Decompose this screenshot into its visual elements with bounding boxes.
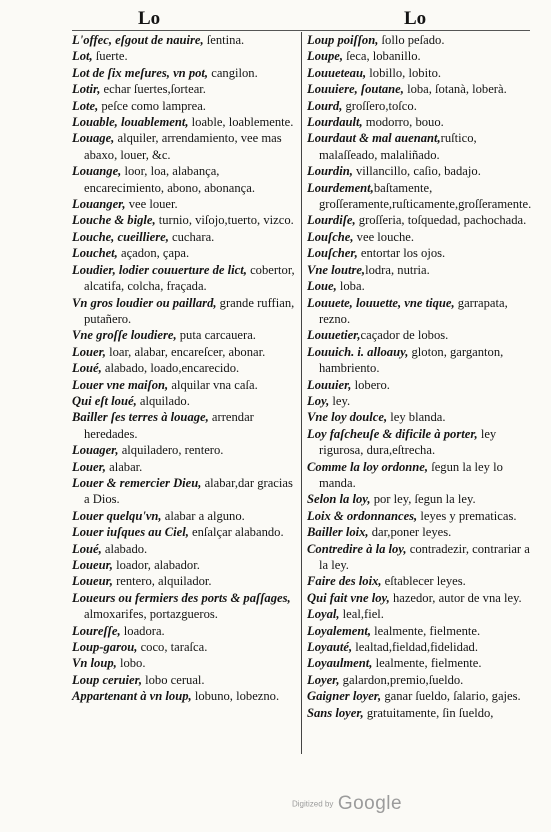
running-head-left: Lo	[138, 8, 161, 29]
entry-headword: Vn loup,	[72, 656, 117, 671]
entry-definition: loba, ſotanà, loberà.	[403, 82, 507, 97]
entry-definition: loar, alabar, encareſcer, abonar.	[105, 344, 266, 359]
entry-definition: turnio, viſojo,tuerto, vizco.	[155, 213, 294, 228]
watermark-prefix: Digitized by	[292, 799, 334, 809]
dictionary-entry	[307, 278, 532, 294]
entry-definition: ley blanda.	[387, 410, 446, 425]
entry-definition: alabado.	[101, 541, 148, 556]
entry-headword: Lourdaut & mal auenant,	[307, 131, 441, 146]
entry-definition: lealmente, fielmente.	[372, 656, 482, 671]
entry-definition: leal,fiel.	[339, 607, 384, 622]
entry-headword: Louuete, louuette, vne tique,	[307, 295, 455, 310]
entry-headword: Loueur,	[72, 574, 113, 589]
dictionary-entry	[72, 623, 297, 639]
dictionary-entry	[72, 196, 297, 212]
header-rule	[72, 30, 530, 31]
entry-headword: Loyaulment,	[307, 656, 373, 671]
entry-definition: ſollo peſado.	[378, 33, 445, 47]
entry-headword: L'offec, eſgout de nauire,	[72, 33, 204, 47]
entry-headword: Louuiere, ſoutane,	[307, 82, 404, 97]
dictionary-entry	[307, 212, 532, 228]
entry-definition: rentero, alquilador.	[112, 574, 212, 589]
dictionary-entry	[72, 327, 297, 343]
entry-definition: garrapata, rezno.	[319, 295, 508, 326]
entry-definition: lealtad,fieldad,fidelidad.	[352, 640, 479, 655]
dictionary-entry	[72, 245, 297, 261]
dictionary-entry	[72, 360, 297, 376]
entry-definition: dar,poner leyes.	[368, 525, 452, 540]
entry-headword: Louſche,	[307, 229, 354, 244]
entry-definition: gloton, garganton, hambriento.	[319, 344, 504, 376]
entry-headword: Lotir,	[72, 82, 101, 97]
entry-headword: Vn gros loudier ou paillard,	[72, 295, 217, 310]
entry-definition: alabado, loado,encarecido.	[101, 361, 240, 376]
entry-definition: galardon,premio,ſueldo.	[339, 672, 464, 687]
entry-headword: Loudier, lodier couuerture de lict,	[72, 262, 247, 277]
dictionary-entry	[72, 541, 297, 557]
dictionary-entry	[307, 541, 532, 574]
dictionary-entry	[307, 655, 532, 671]
dictionary-entry	[307, 81, 532, 97]
entry-definition: alabar.	[105, 459, 143, 474]
entry-definition: lobo cerual.	[141, 672, 205, 687]
entry-definition: loadora.	[120, 623, 165, 638]
dictionary-entry	[307, 491, 532, 507]
entry-headword: Louer,	[72, 344, 106, 359]
entry-headword: Vne loy doulce,	[307, 410, 388, 425]
entry-headword: Qui eſt loué,	[72, 393, 137, 408]
entry-definition: hazedor, autor de vna ley.	[389, 590, 522, 605]
entry-definition: arrendar heredades.	[84, 410, 254, 441]
entry-definition: lobo.	[116, 656, 146, 671]
entry-headword: Louche & bigle,	[72, 213, 156, 228]
entry-headword: Appartenant à vn loup,	[72, 689, 192, 704]
entry-headword: Loup-garou,	[72, 640, 138, 655]
entry-headword: Louager,	[72, 443, 119, 458]
entry-headword: Lourdin,	[307, 164, 353, 179]
entry-definition: cobertor, alcatifa, colcha, fraçada.	[84, 262, 295, 294]
dictionary-entry	[72, 409, 297, 442]
entry-definition: por ley, ſegun la ley.	[370, 492, 476, 507]
dictionary-entry	[307, 48, 532, 64]
entry-headword: Loueur,	[72, 558, 113, 572]
entry-definition: grande ruffian, putañero.	[84, 295, 295, 326]
dictionary-entry	[72, 655, 297, 671]
dictionary-entry	[307, 32, 532, 48]
entry-definition: eſtablecer leyes.	[381, 574, 466, 589]
column-divider	[301, 32, 302, 754]
entry-headword: Loyalement,	[307, 623, 372, 638]
entry-definition: groſſero,toſco.	[342, 98, 417, 113]
entry-definition: alquiladero, rentero.	[118, 443, 224, 458]
dictionary-entry	[72, 212, 297, 228]
entry-headword: Louange,	[72, 164, 122, 179]
entry-headword: Lot de ſix meſures, vn pot,	[72, 65, 209, 80]
entry-headword: Louanger,	[72, 197, 126, 212]
dictionary-entry	[307, 180, 532, 213]
entry-headword: Qui fait vne loy,	[307, 590, 390, 605]
entry-definition: ſentina.	[203, 33, 245, 47]
dictionary-entry	[307, 688, 532, 704]
entry-definition: loor, loa, alabança, encarecimiento, abono, abonança.	[84, 164, 255, 195]
entry-headword: Louable, louablement,	[72, 115, 189, 130]
entry-headword: Loup poiſſon,	[307, 33, 379, 47]
entry-headword: Louer iuſques au Ciel,	[72, 525, 189, 540]
entry-headword: Louche, cueilliere,	[72, 229, 169, 244]
dictionary-entry	[307, 377, 532, 393]
dictionary-entry	[307, 524, 532, 540]
entry-headword: Loureſſe,	[72, 623, 121, 638]
entry-headword: Loy faſcheuſe & dificile à porter,	[307, 426, 478, 441]
entry-headword: Louer quelqu'vn,	[72, 508, 162, 523]
dictionary-entry	[307, 295, 532, 328]
dictionary-entry	[72, 81, 297, 97]
entry-definition: groſſeria, toſquedad, pachochada.	[355, 213, 527, 228]
entry-headword: Lourdiſe,	[307, 213, 356, 228]
dictionary-entry	[307, 623, 532, 639]
running-head	[0, 8, 551, 30]
entry-headword: Loué,	[72, 541, 102, 556]
dictionary-entry	[72, 295, 297, 328]
entry-headword: Louer vne maiſon,	[72, 377, 169, 392]
dictionary-entry	[72, 163, 297, 196]
dictionary-entry	[72, 393, 297, 409]
entry-headword: Loué,	[72, 361, 102, 376]
entry-definition: ley rigurosa, dura,eſtrecha.	[319, 426, 497, 458]
entry-headword: Loix & ordonnances,	[307, 508, 418, 523]
dictionary-entry	[307, 672, 532, 688]
entry-headword: Bailler loix,	[307, 525, 369, 540]
entry-definition: açadon, çapa.	[117, 246, 190, 261]
entry-headword: Louſcher,	[307, 246, 358, 261]
entry-definition: ganar ſueldo, ſalario, gajes.	[381, 689, 521, 704]
dictionary-entry	[307, 409, 532, 425]
entry-definition: baſtamente, groſſeramente,ruſticamente,groſſeramente.	[319, 180, 532, 212]
entry-headword: Louchet,	[72, 246, 118, 261]
dictionary-entry	[72, 459, 297, 475]
dictionary-entry	[72, 475, 297, 508]
entry-definition: lodra, nutria.	[365, 262, 430, 277]
entry-headword: Bailler ſes terres à louage,	[72, 410, 209, 425]
entry-headword: Loyal,	[307, 607, 340, 622]
entry-headword: Gaigner loyer,	[307, 689, 382, 704]
entry-definition: alabar a alguno.	[161, 508, 245, 523]
entry-definition: alquilado.	[136, 393, 190, 408]
dictionary-entry	[72, 524, 297, 540]
entry-definition: puta carcauera.	[176, 328, 256, 343]
dictionary-entry	[307, 639, 532, 655]
entry-definition: loador, alabador.	[112, 558, 200, 572]
entry-definition: contradezir, contrariar a la ley.	[319, 541, 530, 572]
dictionary-entry	[307, 590, 532, 606]
entry-definition: cangilon.	[208, 65, 258, 80]
dictionary-entry	[72, 442, 297, 458]
dictionary-entry	[307, 606, 532, 622]
dictionary-entry	[307, 327, 532, 343]
entry-headword: Loyauté,	[307, 640, 353, 655]
digitization-watermark	[292, 793, 402, 815]
dictionary-entry	[307, 65, 532, 81]
entry-headword: Loupe,	[307, 49, 344, 64]
entry-definition: modorro, bouo.	[362, 115, 444, 130]
dictionary-entry	[72, 32, 297, 48]
dictionary-entry	[72, 672, 297, 688]
dictionary-entry	[307, 459, 532, 492]
entry-definition: ſuerte.	[92, 49, 128, 64]
entry-definition: caçador de lobos.	[360, 328, 449, 343]
entry-definition: vee louche.	[353, 229, 415, 244]
entry-headword: Louuich. i. alloauy,	[307, 344, 409, 359]
running-head-right: Lo	[404, 8, 427, 29]
entry-headword: Vne groſſe loudiere,	[72, 328, 177, 343]
entry-definition: enſalçar alabando.	[188, 525, 284, 540]
entry-definition: peſce como lamprea.	[98, 98, 206, 113]
dictionary-entry	[307, 130, 532, 163]
entry-definition: lealmente, fielmente.	[371, 623, 481, 638]
entry-headword: Selon la loy,	[307, 492, 371, 507]
dictionary-entry	[307, 573, 532, 589]
entry-definition: coco, taraſca.	[137, 640, 208, 655]
entry-headword: Louueteau,	[307, 65, 367, 80]
entry-headword: Louuetier,	[307, 328, 361, 343]
dictionary-entry	[72, 229, 297, 245]
dictionary-entry	[307, 393, 532, 409]
dictionary-entry	[72, 262, 297, 295]
entry-headword: Loyer,	[307, 672, 340, 687]
dictionary-entry	[307, 114, 532, 130]
entry-headword: Vne loutre,	[307, 262, 366, 277]
entry-definition: villancillo, caſio, badajo.	[352, 164, 481, 179]
dictionary-entry	[72, 508, 297, 524]
watermark-logo: Google	[337, 793, 403, 814]
dictionary-entry	[307, 705, 532, 721]
dictionary-entry	[307, 245, 532, 261]
dictionary-entry	[72, 98, 297, 114]
dictionary-entry	[72, 377, 297, 393]
entry-definition: almoxarifes, portazgueros.	[84, 607, 218, 622]
dictionary-entry	[307, 98, 532, 114]
dictionary-entry	[72, 65, 297, 81]
entry-definition: alabar,dar gracias a Dios.	[84, 475, 293, 507]
entry-definition: vee louer.	[125, 197, 178, 212]
entry-headword: Sans loyer,	[307, 705, 364, 720]
dictionary-entry	[72, 573, 297, 589]
entry-definition: echar ſuertes,ſortear.	[100, 82, 206, 97]
entry-headword: Loy,	[307, 393, 330, 408]
entry-definition: entortar los ojos.	[357, 246, 446, 261]
dictionary-entry	[307, 508, 532, 524]
entry-definition: leyes y prematicas.	[417, 508, 517, 523]
entry-headword: Lourdement,	[307, 180, 374, 195]
dictionary-entry	[72, 130, 297, 163]
entry-definition: lobero.	[351, 377, 390, 392]
dictionary-entry	[72, 688, 297, 704]
entry-headword: Louer & remercier Dieu,	[72, 475, 202, 490]
dictionary-entry	[72, 344, 297, 360]
entry-definition: ſegun la ley lo manda.	[319, 459, 503, 490]
entry-headword: Loup ceruier,	[72, 672, 142, 687]
entry-definition: lobillo, lobito.	[366, 65, 442, 80]
dictionary-entry	[72, 639, 297, 655]
dictionary-entry	[307, 344, 532, 377]
entry-definition: alquilar vna caſa.	[168, 377, 258, 392]
left-column	[72, 32, 297, 705]
entry-definition: lobuno, lobezno.	[191, 689, 280, 704]
entry-headword: Comme la loy ordonne,	[307, 459, 429, 474]
dictionary-entry	[72, 590, 297, 623]
entry-definition: ſeca, lobanillo.	[343, 49, 421, 64]
entry-definition: cuchara.	[168, 229, 215, 244]
entry-headword: Lourd,	[307, 98, 343, 113]
entry-headword: Contredire à la loy,	[307, 541, 407, 556]
entry-definition: alquiler, arrendamiento, vee mas abaxo, louer, &c.	[84, 131, 282, 162]
entry-definition: loba.	[336, 279, 365, 294]
dictionary-entry	[307, 262, 532, 278]
entry-headword: Louuier,	[307, 377, 352, 392]
entry-headword: Faire des loix,	[307, 574, 382, 589]
dictionary-entry	[72, 557, 297, 573]
entry-headword: Lote,	[72, 98, 99, 113]
entry-headword: Lourdault,	[307, 115, 363, 130]
entry-headword: Lot,	[72, 49, 93, 64]
entry-headword: Loue,	[307, 279, 337, 294]
dictionary-entry	[72, 48, 297, 64]
dictionary-entry	[72, 114, 297, 130]
entry-definition: loable, loablemente.	[188, 115, 294, 130]
entry-definition: gratuitamente, ſin ſueldo,	[363, 705, 494, 720]
entry-headword: Louer,	[72, 459, 106, 474]
dictionary-entry	[307, 163, 532, 179]
dictionary-entry	[307, 229, 532, 245]
right-column	[307, 32, 532, 721]
entry-headword: Loueurs ou fermiers des ports & paſſages,	[72, 590, 291, 605]
entry-definition: ley.	[329, 393, 351, 408]
entry-headword: Louage,	[72, 131, 115, 146]
entry-definition: ruſtico, malaſſeado, malaliñado.	[319, 131, 477, 162]
dictionary-entry	[307, 426, 532, 459]
